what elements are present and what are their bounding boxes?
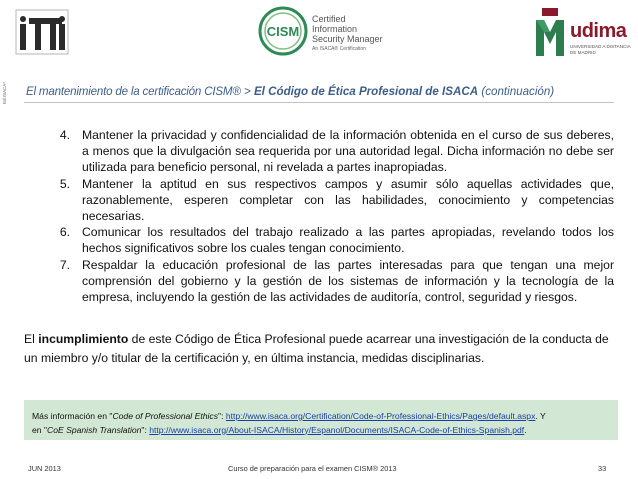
title-divider	[24, 102, 614, 103]
cism-subtitle: An ISACA® Certification	[312, 46, 366, 52]
para-pre: El	[24, 332, 39, 346]
info-l1-pre: Más información en "	[32, 411, 113, 421]
cism-title-line2: Security Manager	[312, 34, 383, 44]
svg-text:CISM: CISM	[266, 24, 300, 39]
slide-title	[26, 85, 554, 98]
list-item	[54, 127, 614, 176]
code-of-ethics-link[interactable]: http://www.isaca.org/Certification/Code-of-Professional-Ethics/Pages/default.aspx	[225, 411, 536, 421]
footer-course: Curso de preparación para el examen CISM® 2013	[228, 464, 397, 473]
page-number: 33	[598, 464, 607, 473]
cism-title-line1: Certified Information	[312, 14, 358, 34]
para-bold: incumplimiento	[38, 332, 129, 346]
noncompliance-paragraph	[24, 330, 624, 368]
list-item	[54, 224, 614, 256]
title-arrow: >	[240, 85, 254, 98]
info-l1-mid: ":	[218, 411, 226, 421]
list-item-text: Mantener la privacidad y confidencialidad de la información obtenida en el curso de sus deberes, a menos que la divulgación sea requerida por una autoridad legal. Dicha información no debe ser utilizada para beneficio personal, ni revelada a partes inapropiadas.	[82, 128, 614, 175]
info-l2-italic: CoE Spanish Translation	[47, 424, 142, 435]
list-item-number: 7.	[59, 257, 70, 272]
udima-emblem-icon	[532, 6, 568, 62]
list-item-text: Mantener la aptitud en sus respectivos campos y asumir sólo aquellas actividades que, razonablemente, esperen completar con las habilidades, conocimiento y competencias necesarias.	[82, 176, 614, 224]
info-l1-post: . Y	[535, 411, 546, 421]
cism-logo	[258, 6, 388, 58]
cism-badge-icon	[258, 6, 308, 56]
title-continuation: (continuación)	[478, 85, 555, 98]
list-item-text: Respaldar la educación profesional de las partes interesadas para que tengan una mejor comprensión del gobierno y la gestión de los sistemas de información y la tecnología de la empresa, incluyendo la gestión de las actividades de auditoría, control, seguridad y riesgos.	[82, 257, 614, 305]
info-l2-post: .	[524, 424, 527, 435]
info-l1-italic: Code of Professional Ethics	[112, 411, 219, 421]
title-main: El mantenimiento de la certificación CISM®	[26, 85, 241, 98]
udima-sub-line1: UNIVERSIDAD A DISTANCIA	[570, 44, 631, 49]
list-item	[54, 176, 614, 225]
info-l2-pre: en "	[32, 424, 47, 435]
vertical-source-label: Ed.ISACA*	[2, 82, 7, 105]
udima-name: udima	[570, 20, 627, 42]
title-subtitle: El Código de Ética Profesional de ISACA	[253, 85, 479, 98]
itti-logo	[14, 8, 74, 58]
udima-logo	[532, 6, 632, 62]
list-item-text: Comunicar los resultados del trabajo realizado a las partes apropiadas, revelando todos los hechos significativos sobre los cuales tengan conocimiento.	[82, 225, 614, 256]
list-item-number: 6.	[59, 225, 70, 240]
list-item-number: 4.	[59, 128, 70, 142]
list-item-number: 5.	[59, 176, 70, 191]
udima-sub-line2: DE MADRID	[570, 49, 596, 55]
more-info-box	[24, 400, 618, 440]
info-l2-mid: ":	[141, 424, 150, 435]
ethics-list	[54, 127, 614, 305]
para-post: de este Código de Ética Profesional puede acarrear una investigación de la conducta de un miembro y/o titular de la certificación y, en última instancia, medidas disciplinarias.	[24, 332, 609, 365]
list-item	[54, 257, 614, 306]
spanish-translation-link[interactable]: http://www.isaca.org/About-ISACA/History/Espanol/Documents/ISACA-Code-of-Ethics-Spanish.pdf	[149, 424, 525, 435]
footer-date: JUN 2013	[28, 464, 61, 473]
